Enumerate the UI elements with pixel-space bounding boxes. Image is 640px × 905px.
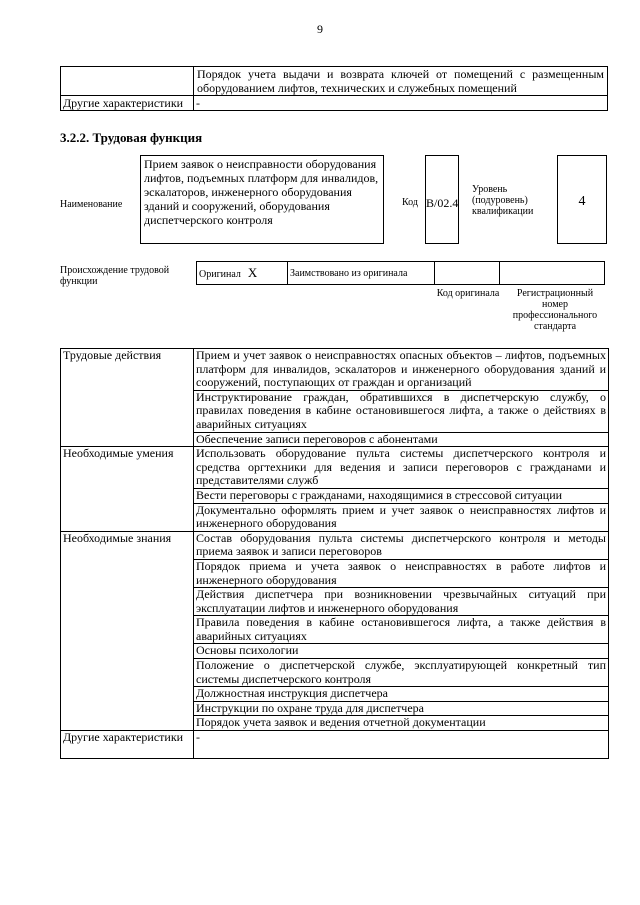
row-label: Другие характеристики [61,96,194,111]
group-label: Другие характеристики [61,731,194,759]
name-label: Наименование [60,199,123,210]
reg-number-cell [500,262,605,285]
list-item: Действия диспетчера при возникновении чрезвычайных ситуаций при эксплуатации лифтов и инженерного оборудования [194,588,609,616]
list-item: Инструкции по охране труда для диспетчера [194,701,609,716]
list-item: Обеспечение записи переговоров с абонентами [194,432,609,447]
section-title: 3.2.2. Трудовая функция [60,130,203,145]
top-table [60,66,608,111]
code-label: Код [402,197,418,208]
original-label: Оригинал [199,269,241,280]
code-value: В/02.4 [425,155,459,244]
list-item: Использовать оборудование пульта системы диспетчерского контроля и средства оргтехники для ведения и записи переговоров с гражданами и представителями служб [194,447,609,489]
table-row [61,67,608,96]
table-row [61,447,609,489]
code-caption: Код оригинала [436,288,500,299]
original-cell [197,262,288,285]
group-label: Необходимые знания [61,531,194,730]
reg-caption: Регистрационный номер профессионального стандарта [512,288,598,332]
table-row [61,349,609,391]
list-item: Инструктирование граждан, обратившихся в диспетчерскую службу, о правилах поведения в кабине остановившегося лифта, а также о действиях в аварийных ситуациях [194,390,609,432]
level-value: 4 [557,155,607,244]
page-number: 9 [317,22,323,36]
group-label: Необходимые умения [61,447,194,532]
list-item: Прием и учет заявок о неисправностях опасных объектов – лифтов, подъемных платформ для инвалидов, эскалаторов и инженерного оборудования зданий и сооружений, поступающих от граждан и организаций [194,349,609,391]
table-row [61,731,609,759]
origin-label: Происхождение трудовой функции [60,265,170,287]
list-item: Состав оборудования пульта системы диспетчерского контроля и методы приема заявок и записи переговоров [194,531,609,559]
main-table [60,348,609,759]
table-row [61,96,608,111]
name-value: Прием заявок о неисправности оборудования лифтов, подъемных платформ для инвалидов, эскалаторов, инженерного оборудования зданий и сооружений, оборудования диспетчерского контроля [140,155,384,244]
list-item: Документально оформлять прием и учет заявок о неисправностях лифтов и инженерного оборудования [194,503,609,531]
level-label: Уровень (подуровень) квалификации [472,184,534,217]
origin-code-cell [435,262,500,285]
table-row [61,531,609,559]
row-value: Порядок учета выдачи и возврата ключей от помещений с размещенным оборудованием лифтов, технических и служебных помещений [194,67,608,96]
row-value: - [194,96,608,111]
group-label: Трудовые действия [61,349,194,447]
row-label [61,67,194,96]
origin-table [196,261,605,285]
list-item: - [194,731,609,759]
list-item: Вести переговоры с гражданами, находящимися в стрессовой ситуации [194,488,609,503]
original-mark: X [247,265,258,280]
list-item: Положение о диспетчерской службе, эксплуатирующей конкретный тип системы диспетчерского контроля [194,659,609,687]
list-item: Основы психологии [194,644,609,659]
list-item: Должностная инструкция диспетчера [194,687,609,702]
borrowed-label: Заимствовано из оригинала [288,262,435,285]
list-item: Правила поведения в кабине остановившегося лифта, а также действия в аварийных ситуациях [194,616,609,644]
list-item: Порядок приема и учета заявок о неисправностях в работе лифтов и инженерного оборудования [194,559,609,587]
list-item: Порядок учета заявок и ведения отчетной документации [194,716,609,731]
